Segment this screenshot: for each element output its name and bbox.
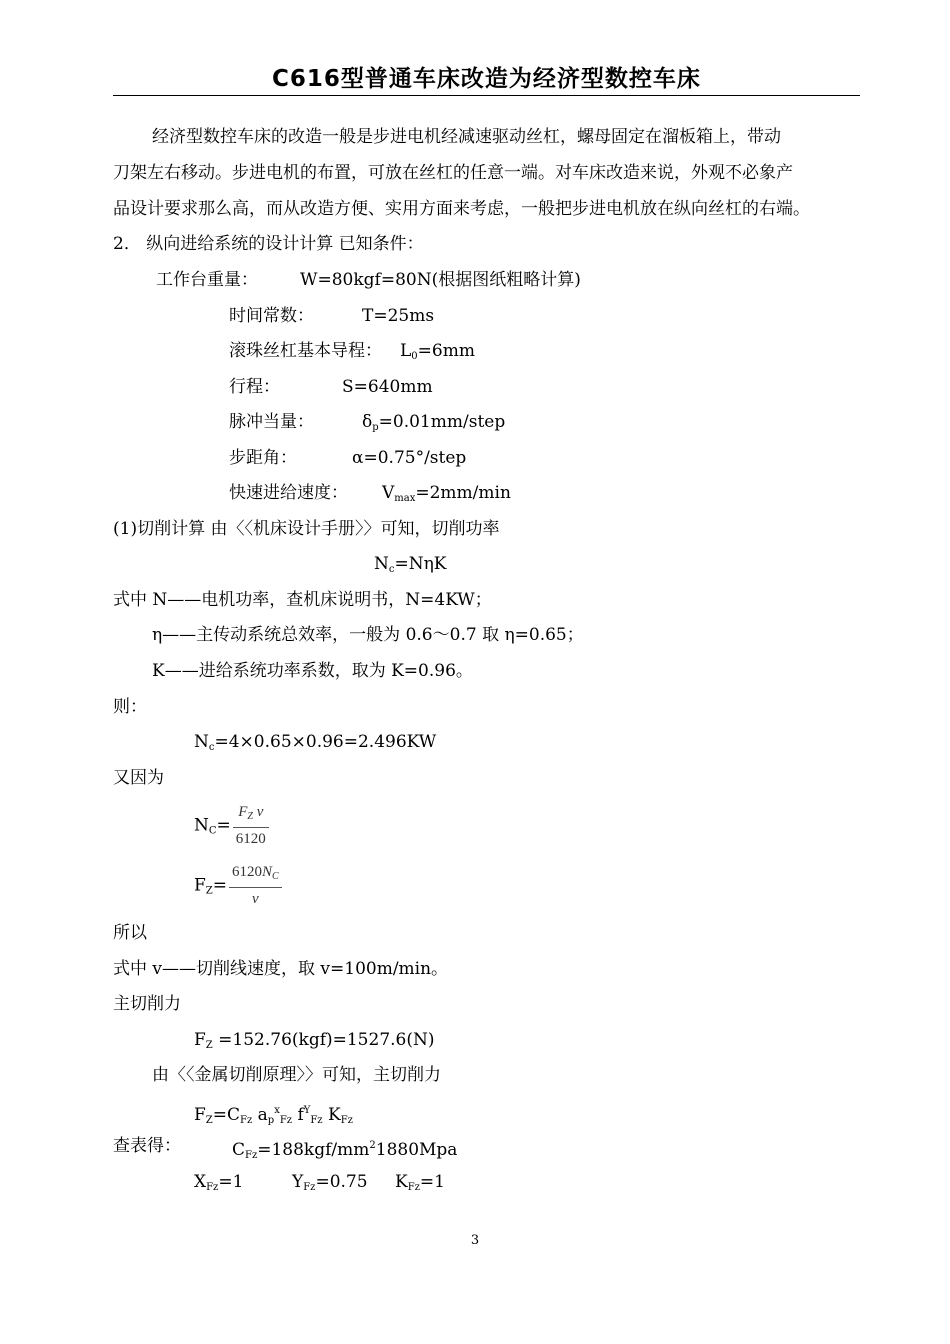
power-calculation: $N_c=4\times 0.65\times 0.96=2.496KW$: [194, 732, 437, 753]
stroke-label: 行程：: [229, 377, 280, 397]
lookup-label: 查表得：: [113, 1136, 181, 1156]
pulse-value: $\delta_p=0.01mm$/step: [362, 412, 506, 433]
main-force-label: 主切削力: [113, 994, 181, 1014]
section-2-heading: 2． 纵向进给系统的设计计算 已知条件：: [113, 234, 424, 254]
time-constant-label: 时间常数：: [229, 306, 314, 326]
xfz-value: $X_{Fz}=1$: [194, 1172, 244, 1193]
stroke-value: S=640mm: [342, 377, 433, 397]
pulse-label: 脉冲当量：: [229, 412, 314, 432]
yfz-value: $Y_{Fz}=0.75$: [292, 1172, 368, 1193]
lead-value: $L_0=6mm$: [400, 341, 475, 362]
fz-fraction-formula: $F_Z=$ $\frac{6120N_C}{v}$: [194, 862, 282, 914]
title-underline: [113, 95, 860, 96]
page-number: 3: [470, 1233, 480, 1248]
so-label: 所以: [113, 923, 147, 943]
principle-line: 由〈〈金属切削原理〉〉可知，主切削力: [152, 1065, 441, 1085]
step-angle-label: 步距角：: [229, 448, 297, 468]
then-label: 则：: [113, 697, 147, 717]
where-v: 式中 v——切削线速度，取 v=100m/min。: [113, 959, 449, 979]
fz-result: $F_Z =152.76(kgf)=1527.6(N)$: [194, 1030, 435, 1051]
weight-value: W=80kgf=80N(根据图纸粗略计算): [300, 270, 581, 290]
also-label: 又因为: [113, 768, 164, 788]
kfz-value: $K_{Fz}=1$: [395, 1172, 445, 1193]
document-title: C616型普通车床改造为经济型数控车床: [272, 66, 701, 92]
step-angle-value: α=0.75°/step: [352, 448, 467, 468]
cutting-intro: (1)切削计算 由〈〈机床设计手册〉〉可知，切削功率: [113, 519, 500, 539]
weight-label: 工作台重量：: [156, 270, 258, 290]
intro-line-2: 刀架左右移动。步进电机的布置，可放在丝杠的任意一端。对车床改造来说，外观不必象产: [113, 163, 793, 183]
cfz-value: $C_{Fz}=188kgf/mm^21880Mpa$: [232, 1140, 458, 1161]
nc-fraction-formula: $N_C=$ $\frac{F_Z v}{6120}$: [194, 802, 269, 854]
time-constant-value: T=25ms: [362, 306, 435, 326]
nc-fraction: $\frac{F_Z v}{6120}$: [233, 802, 269, 850]
speed-value: $V_{max}=2mm/\min$: [382, 483, 511, 504]
intro-line-1: 经济型数控车床的改造一般是步进电机经减速驱动丝杠，螺母固定在溜板箱上，带动: [152, 127, 781, 147]
speed-label: 快速进给速度：: [229, 483, 348, 503]
where-n: 式中 N——电机功率，查机床说明书，N=4KW；: [113, 590, 492, 610]
intro-line-3: 品设计要求那么高，而从改造方便、实用方面来考虑，一般把步进电机放在纵向丝杠的右端。: [113, 199, 810, 219]
lead-label: 滚珠丝杠基本导程：: [229, 341, 382, 361]
where-k: K——进给系统功率系数，取为 K=0.96。: [152, 661, 473, 681]
fz-empirical-formula: $F_Z=C_{Fz}$ $a_p^x_{Fz}$ $f^Y_{Fz}$ $K_{Fz}$: [194, 1105, 353, 1126]
where-eta: η——主传动系统总效率，一般为 0.6～0.7 取 η=0.65；: [152, 625, 584, 645]
fz-fraction: $\frac{6120N_C}{v}$: [229, 862, 282, 910]
power-formula: $N_c=N\eta K$: [374, 554, 447, 575]
